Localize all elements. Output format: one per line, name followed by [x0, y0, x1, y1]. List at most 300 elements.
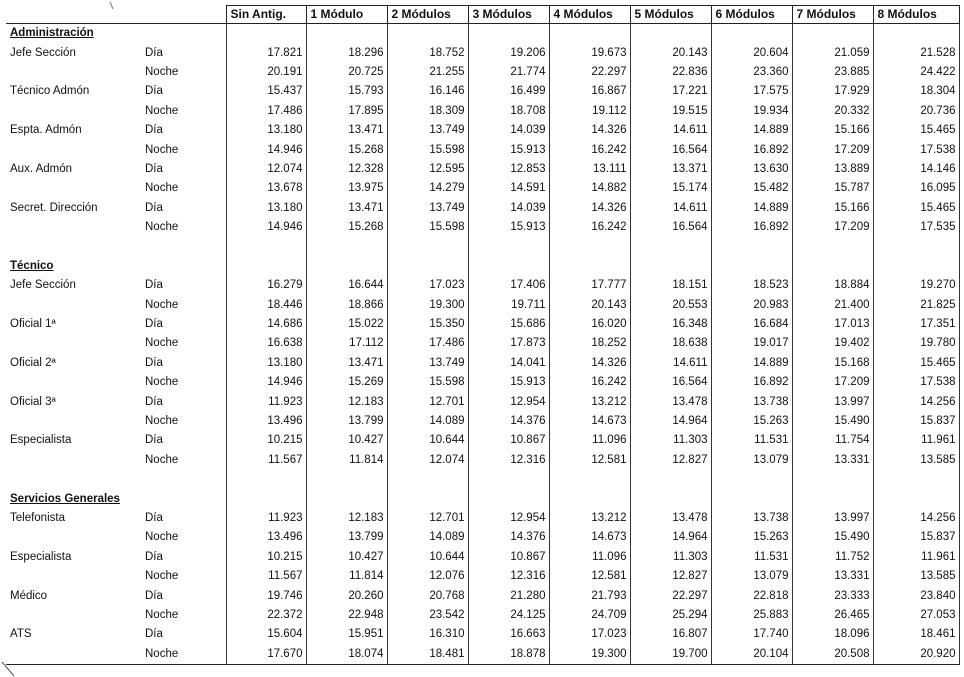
- shift-cell: Noche: [141, 334, 226, 353]
- table-row: [6, 451, 959, 470]
- value-cell: [630, 489, 711, 508]
- value-cell: [792, 237, 873, 256]
- table-row: [6, 140, 959, 159]
- value-cell: 14.256: [873, 392, 959, 411]
- value-cell: 18.866: [306, 295, 387, 314]
- value-cell: 13.180: [226, 354, 306, 373]
- value-cell: [873, 489, 959, 508]
- value-cell: 17.895: [306, 102, 387, 121]
- value-cell: 15.490: [792, 412, 873, 431]
- value-cell: 16.242: [549, 218, 630, 237]
- value-cell: 13.738: [711, 509, 792, 528]
- value-cell: 22.297: [630, 586, 711, 605]
- value-cell: 12.954: [468, 509, 549, 528]
- value-cell: 16.348: [630, 315, 711, 334]
- value-cell: 19.780: [873, 334, 959, 353]
- shift-cell: Noche: [141, 412, 226, 431]
- value-cell: [387, 24, 468, 44]
- category-cell: Jefe Sección: [10, 46, 76, 59]
- value-cell: 16.892: [711, 140, 792, 159]
- value-cell: 18.523: [711, 276, 792, 295]
- value-cell: 17.740: [711, 625, 792, 644]
- category-cell: [6, 470, 141, 489]
- value-cell: 13.496: [226, 528, 306, 547]
- value-cell: 20.553: [630, 295, 711, 314]
- value-cell: 16.499: [468, 82, 549, 101]
- shift-cell: [141, 470, 226, 489]
- shift-cell: [141, 257, 226, 276]
- value-cell: 15.166: [792, 199, 873, 218]
- value-cell: [468, 237, 549, 256]
- value-cell: 24.125: [468, 606, 549, 625]
- category-cell: [6, 237, 141, 256]
- shift-cell: Noche: [141, 606, 226, 625]
- value-cell: 19.934: [711, 102, 792, 121]
- shift-cell: Noche: [141, 218, 226, 237]
- category-cell: [6, 63, 141, 82]
- value-cell: 17.221: [630, 82, 711, 101]
- value-cell: 12.316: [468, 451, 549, 470]
- value-cell: 17.112: [306, 334, 387, 353]
- blank-row: [6, 470, 959, 489]
- value-cell: 19.300: [549, 645, 630, 665]
- value-cell: [711, 257, 792, 276]
- value-cell: 15.268: [306, 218, 387, 237]
- value-cell: 14.889: [711, 199, 792, 218]
- value-cell: 14.946: [226, 218, 306, 237]
- value-cell: [711, 24, 792, 44]
- category-cell: [6, 451, 141, 470]
- value-cell: 25.883: [711, 606, 792, 625]
- value-cell: [792, 489, 873, 508]
- category-cell: [6, 528, 141, 547]
- value-cell: 18.884: [792, 276, 873, 295]
- shift-cell: Noche: [141, 451, 226, 470]
- blank-row: [6, 237, 959, 256]
- value-cell: 16.638: [226, 334, 306, 353]
- category-cell: [6, 295, 141, 314]
- value-cell: 19.017: [711, 334, 792, 353]
- value-cell: 16.663: [468, 625, 549, 644]
- value-cell: 11.531: [711, 548, 792, 567]
- value-cell: 13.997: [792, 392, 873, 411]
- value-cell: 16.279: [226, 276, 306, 295]
- value-cell: 11.096: [549, 431, 630, 450]
- value-cell: 10.644: [387, 431, 468, 450]
- value-cell: 15.598: [387, 140, 468, 159]
- shift-cell: Día: [141, 276, 226, 295]
- value-cell: 12.183: [306, 509, 387, 528]
- value-cell: 12.074: [387, 451, 468, 470]
- value-cell: 18.309: [387, 102, 468, 121]
- value-cell: [792, 24, 873, 44]
- value-cell: 13.079: [711, 567, 792, 586]
- value-cell: 13.371: [630, 160, 711, 179]
- category-cell: Aux. Admón: [10, 162, 73, 175]
- header-cell: 1 Módulo: [306, 6, 387, 24]
- table-row: [6, 509, 959, 528]
- shift-cell: Día: [141, 199, 226, 218]
- value-cell: [792, 257, 873, 276]
- value-cell: 23.360: [711, 63, 792, 82]
- value-cell: 18.708: [468, 102, 549, 121]
- table-row: [6, 82, 959, 101]
- value-cell: [711, 489, 792, 508]
- value-cell: 15.465: [873, 354, 959, 373]
- section-title: Técnico: [10, 259, 54, 272]
- table-row: [6, 392, 959, 411]
- value-cell: 19.711: [468, 295, 549, 314]
- value-cell: 15.269: [306, 373, 387, 392]
- value-cell: [549, 470, 630, 489]
- value-cell: [468, 257, 549, 276]
- table-row: [6, 431, 959, 450]
- value-cell: 13.975: [306, 179, 387, 198]
- value-cell: 17.538: [873, 373, 959, 392]
- value-cell: 15.837: [873, 412, 959, 431]
- table-row: [6, 276, 959, 295]
- category-cell: Oficial 3ª: [10, 395, 56, 408]
- value-cell: 16.892: [711, 373, 792, 392]
- value-cell: 23.840: [873, 586, 959, 605]
- value-cell: 15.913: [468, 218, 549, 237]
- value-cell: 16.807: [630, 625, 711, 644]
- category-cell: Jefe Sección: [10, 279, 76, 292]
- value-cell: 16.684: [711, 315, 792, 334]
- value-cell: 21.528: [873, 43, 959, 62]
- value-cell: 14.591: [468, 179, 549, 198]
- value-cell: [711, 470, 792, 489]
- value-cell: 17.209: [792, 373, 873, 392]
- shift-cell: Noche: [141, 645, 226, 665]
- value-cell: 19.300: [387, 295, 468, 314]
- shift-cell: Día: [141, 392, 226, 411]
- shift-cell: Día: [141, 160, 226, 179]
- table-row: [6, 315, 959, 334]
- value-cell: [306, 237, 387, 256]
- value-cell: 14.089: [387, 412, 468, 431]
- table-body: [6, 24, 959, 665]
- value-cell: [873, 470, 959, 489]
- shift-cell: Día: [141, 586, 226, 605]
- shift-cell: Día: [141, 509, 226, 528]
- category-cell: Especialista: [10, 434, 72, 447]
- category-cell: [6, 567, 141, 586]
- value-cell: 18.878: [468, 645, 549, 665]
- value-cell: [468, 24, 549, 44]
- value-cell: 17.486: [387, 334, 468, 353]
- value-cell: 14.326: [549, 121, 630, 140]
- value-cell: 14.686: [226, 315, 306, 334]
- shift-cell: [141, 489, 226, 508]
- value-cell: 17.670: [226, 645, 306, 665]
- value-cell: 13.496: [226, 412, 306, 431]
- shift-cell: Día: [141, 625, 226, 644]
- value-cell: 13.331: [792, 451, 873, 470]
- table-row: [6, 43, 959, 62]
- value-cell: 23.333: [792, 586, 873, 605]
- value-cell: 14.964: [630, 412, 711, 431]
- table-row: [6, 334, 959, 353]
- value-cell: 10.644: [387, 548, 468, 567]
- table-row: [6, 373, 959, 392]
- category-cell: [6, 334, 141, 353]
- table-row: [6, 354, 959, 373]
- section-row: [6, 24, 959, 44]
- shift-cell: Día: [141, 548, 226, 567]
- value-cell: 15.022: [306, 315, 387, 334]
- value-cell: 23.542: [387, 606, 468, 625]
- value-cell: 11.752: [792, 548, 873, 567]
- value-cell: 11.961: [873, 548, 959, 567]
- value-cell: 14.326: [549, 354, 630, 373]
- value-cell: [873, 24, 959, 44]
- shift-cell: Día: [141, 431, 226, 450]
- value-cell: 13.471: [306, 354, 387, 373]
- value-cell: [306, 470, 387, 489]
- value-cell: 17.535: [873, 218, 959, 237]
- value-cell: 15.490: [792, 528, 873, 547]
- value-cell: [468, 470, 549, 489]
- value-cell: 15.174: [630, 179, 711, 198]
- value-cell: 12.827: [630, 451, 711, 470]
- value-cell: 17.209: [792, 218, 873, 237]
- value-cell: 14.673: [549, 528, 630, 547]
- value-cell: 27.053: [873, 606, 959, 625]
- section-title: Administración: [10, 27, 94, 40]
- shift-cell: Día: [141, 82, 226, 101]
- value-cell: 18.151: [630, 276, 711, 295]
- table-row: [6, 567, 959, 586]
- salary-table: [6, 5, 960, 665]
- value-cell: 21.255: [387, 63, 468, 82]
- value-cell: 11.814: [306, 451, 387, 470]
- value-cell: 14.089: [387, 528, 468, 547]
- category-cell: [6, 606, 141, 625]
- value-cell: 20.508: [792, 645, 873, 665]
- value-cell: 21.793: [549, 586, 630, 605]
- value-cell: 10.427: [306, 431, 387, 450]
- section-row: [6, 257, 959, 276]
- value-cell: 13.111: [549, 160, 630, 179]
- value-cell: 14.889: [711, 354, 792, 373]
- value-cell: [226, 489, 306, 508]
- value-cell: 13.738: [711, 392, 792, 411]
- value-cell: 17.821: [226, 43, 306, 62]
- value-cell: [549, 237, 630, 256]
- category-cell: Técnico Admón: [10, 85, 90, 98]
- value-cell: 15.350: [387, 315, 468, 334]
- shift-cell: Día: [141, 315, 226, 334]
- value-cell: 20.604: [711, 43, 792, 62]
- value-cell: 20.260: [306, 586, 387, 605]
- value-cell: 17.406: [468, 276, 549, 295]
- value-cell: 20.332: [792, 102, 873, 121]
- value-cell: 15.686: [468, 315, 549, 334]
- value-cell: 16.564: [630, 140, 711, 159]
- value-cell: 11.923: [226, 392, 306, 411]
- value-cell: 25.294: [630, 606, 711, 625]
- value-cell: 10.215: [226, 431, 306, 450]
- value-cell: [226, 24, 306, 44]
- value-cell: 13.997: [792, 509, 873, 528]
- value-cell: 14.946: [226, 373, 306, 392]
- value-cell: [630, 257, 711, 276]
- value-cell: [387, 489, 468, 508]
- section-row: [6, 489, 959, 508]
- value-cell: 16.020: [549, 315, 630, 334]
- table-row: [6, 548, 959, 567]
- value-cell: 11.814: [306, 567, 387, 586]
- value-cell: 18.446: [226, 295, 306, 314]
- value-cell: 13.478: [630, 509, 711, 528]
- value-cell: 17.351: [873, 315, 959, 334]
- value-cell: 14.256: [873, 509, 959, 528]
- value-cell: 13.630: [711, 160, 792, 179]
- table-row: [6, 412, 959, 431]
- value-cell: 13.079: [711, 451, 792, 470]
- value-cell: 18.461: [873, 625, 959, 644]
- value-cell: 12.954: [468, 392, 549, 411]
- value-cell: 19.746: [226, 586, 306, 605]
- value-cell: 20.725: [306, 63, 387, 82]
- value-cell: 12.701: [387, 392, 468, 411]
- value-cell: [549, 24, 630, 44]
- value-cell: 11.303: [630, 431, 711, 450]
- value-cell: 20.143: [549, 295, 630, 314]
- value-cell: 11.754: [792, 431, 873, 450]
- value-cell: 26.465: [792, 606, 873, 625]
- shift-cell: Noche: [141, 295, 226, 314]
- header-cell: 7 Módulos: [792, 6, 873, 24]
- value-cell: 15.268: [306, 140, 387, 159]
- value-cell: [711, 237, 792, 256]
- value-cell: 15.263: [711, 412, 792, 431]
- value-cell: 12.581: [549, 451, 630, 470]
- value-cell: 11.096: [549, 548, 630, 567]
- table-row: [6, 645, 959, 665]
- value-cell: 18.074: [306, 645, 387, 665]
- value-cell: [630, 237, 711, 256]
- value-cell: 18.752: [387, 43, 468, 62]
- value-cell: 17.013: [792, 315, 873, 334]
- value-cell: 11.961: [873, 431, 959, 450]
- value-cell: 17.575: [711, 82, 792, 101]
- value-cell: 16.242: [549, 140, 630, 159]
- header-cell: 2 Módulos: [387, 6, 468, 24]
- value-cell: [468, 489, 549, 508]
- value-cell: 19.402: [792, 334, 873, 353]
- value-cell: 14.611: [630, 199, 711, 218]
- value-cell: 11.567: [226, 451, 306, 470]
- category-cell: ATS: [10, 628, 32, 641]
- value-cell: [387, 237, 468, 256]
- category-cell: [6, 373, 141, 392]
- value-cell: 10.427: [306, 548, 387, 567]
- header-cell: [6, 6, 141, 24]
- value-cell: [549, 257, 630, 276]
- value-cell: 14.889: [711, 121, 792, 140]
- category-cell: Espta. Admón: [10, 124, 82, 137]
- header-cell: 4 Módulos: [549, 6, 630, 24]
- value-cell: 15.263: [711, 528, 792, 547]
- value-cell: 11.303: [630, 548, 711, 567]
- table-row: [6, 586, 959, 605]
- value-cell: 15.465: [873, 199, 959, 218]
- value-cell: 16.310: [387, 625, 468, 644]
- value-cell: [630, 24, 711, 44]
- value-cell: 15.168: [792, 354, 873, 373]
- value-cell: [792, 470, 873, 489]
- category-cell: [6, 412, 141, 431]
- value-cell: 17.777: [549, 276, 630, 295]
- value-cell: 12.328: [306, 160, 387, 179]
- value-cell: 13.180: [226, 199, 306, 218]
- value-cell: 13.749: [387, 199, 468, 218]
- category-cell: [6, 179, 141, 198]
- shift-cell: Noche: [141, 567, 226, 586]
- shift-cell: Noche: [141, 528, 226, 547]
- value-cell: 13.749: [387, 121, 468, 140]
- value-cell: 20.143: [630, 43, 711, 62]
- value-cell: 13.799: [306, 528, 387, 547]
- value-cell: 15.913: [468, 373, 549, 392]
- value-cell: 17.023: [387, 276, 468, 295]
- category-cell: Oficial 1ª: [10, 318, 56, 331]
- value-cell: 13.678: [226, 179, 306, 198]
- category-cell: [6, 102, 141, 121]
- value-cell: 21.059: [792, 43, 873, 62]
- value-cell: 14.611: [630, 121, 711, 140]
- value-cell: 18.296: [306, 43, 387, 62]
- value-cell: [226, 237, 306, 256]
- value-cell: 14.376: [468, 412, 549, 431]
- value-cell: 15.482: [711, 179, 792, 198]
- shift-cell: Noche: [141, 140, 226, 159]
- header-cell: 6 Módulos: [711, 6, 792, 24]
- value-cell: 16.146: [387, 82, 468, 101]
- value-cell: 16.564: [630, 373, 711, 392]
- header-cell: 3 Módulos: [468, 6, 549, 24]
- value-cell: 22.297: [549, 63, 630, 82]
- value-cell: [387, 257, 468, 276]
- value-cell: 20.920: [873, 645, 959, 665]
- value-cell: 16.095: [873, 179, 959, 198]
- value-cell: 16.644: [306, 276, 387, 295]
- value-cell: 12.316: [468, 567, 549, 586]
- value-cell: 12.827: [630, 567, 711, 586]
- value-cell: 14.326: [549, 199, 630, 218]
- value-cell: 21.774: [468, 63, 549, 82]
- value-cell: 13.471: [306, 121, 387, 140]
- table-row: [6, 179, 959, 198]
- category-cell: Telefonista: [10, 511, 65, 524]
- header-cell: 5 Módulos: [630, 6, 711, 24]
- shift-cell: Noche: [141, 373, 226, 392]
- shift-cell: Noche: [141, 102, 226, 121]
- value-cell: 14.946: [226, 140, 306, 159]
- value-cell: [306, 257, 387, 276]
- table-row: [6, 199, 959, 218]
- value-cell: 13.478: [630, 392, 711, 411]
- value-cell: 12.595: [387, 160, 468, 179]
- value-cell: 16.892: [711, 218, 792, 237]
- value-cell: 15.787: [792, 179, 873, 198]
- value-cell: 14.039: [468, 121, 549, 140]
- value-cell: 15.837: [873, 528, 959, 547]
- value-cell: 17.209: [792, 140, 873, 159]
- header-cell: 8 Módulos: [873, 6, 959, 24]
